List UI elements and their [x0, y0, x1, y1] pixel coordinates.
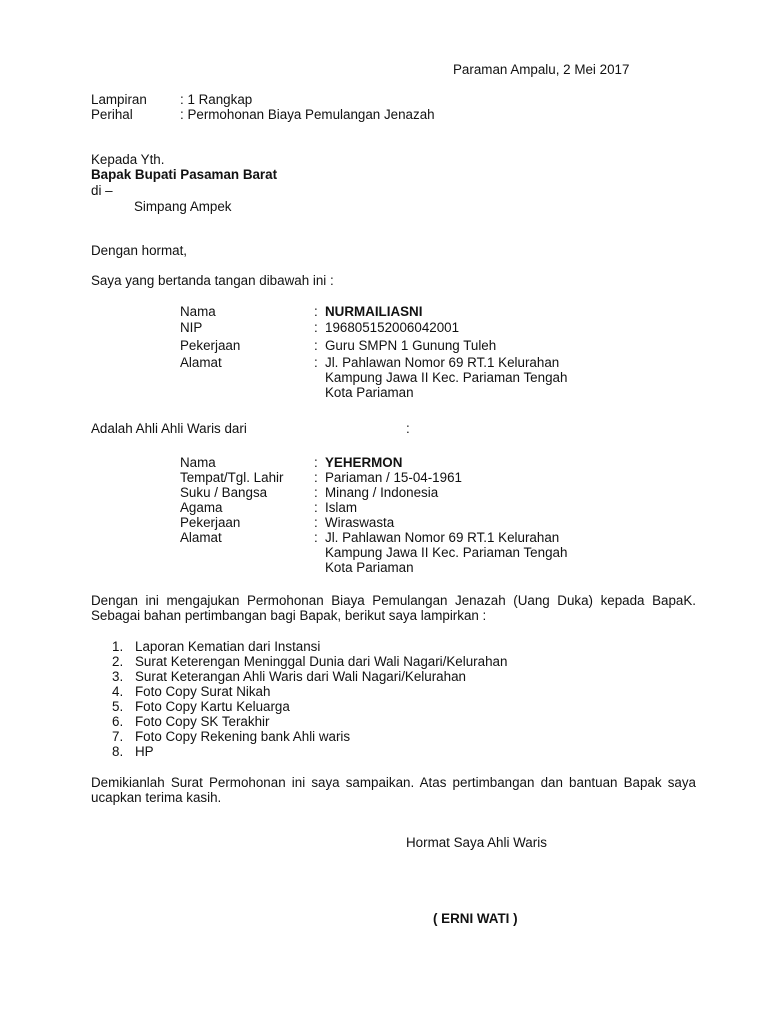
perihal-value: : Permohonan Biaya Pemulangan Jenazah: [180, 107, 435, 122]
deceased-address-line: Kampung Jawa II Kec. Pariaman Tengah: [325, 545, 568, 560]
field-colon: :: [314, 304, 318, 319]
field-colon: :: [314, 320, 318, 335]
field-colon: :: [314, 530, 318, 545]
field-label: Nama: [180, 455, 216, 470]
field-label: Nama: [180, 304, 216, 319]
list-item: Foto Copy Surat Nikah: [135, 684, 271, 699]
list-item-number: 1.: [112, 639, 124, 654]
request-paragraph: Dengan ini mengajukan Permohonan Biaya Pemulangan Jenazah (Uang Duka) kepada BapaK. Sebagai bahan pertimbangan bagi Bapak, berikut saya lampirkan :: [91, 593, 696, 623]
list-item: HP: [135, 744, 154, 759]
recipient-greeting: Kepada Yth.: [91, 152, 165, 167]
recipient-di: di –: [91, 183, 113, 198]
deceased-religion: Islam: [325, 500, 357, 515]
field-label: Pekerjaan: [180, 515, 241, 530]
recipient-name: Bapak Bupati Pasaman Barat: [91, 167, 278, 182]
field-colon: :: [314, 355, 318, 370]
deceased-name: YEHERMON: [325, 455, 403, 470]
list-item: Foto Copy Rekening bank Ahli waris: [135, 729, 351, 744]
field-label: Agama: [180, 500, 223, 515]
deceased-job: Wiraswasta: [325, 515, 395, 530]
lampiran-label: Lampiran: [91, 92, 147, 107]
field-colon: :: [314, 338, 318, 353]
applicant-address: Jl. Pahlawan Nomor 69 RT.1 Kelurahan: [325, 355, 560, 370]
list-item-number: 8.: [112, 744, 124, 759]
perihal-label: Perihal: [91, 107, 133, 122]
field-colon: :: [314, 470, 318, 485]
heir-of-colon: :: [406, 421, 410, 436]
field-label: Alamat: [180, 355, 222, 370]
list-item-number: 6.: [112, 714, 124, 729]
applicant-job: Guru SMPN 1 Gunung Tuleh: [325, 338, 497, 353]
letter-date: Paraman Ampalu, 2 Mei 2017: [453, 62, 630, 77]
list-item-number: 4.: [112, 684, 124, 699]
salutation: Dengan hormat,: [91, 243, 188, 258]
deceased-address: Jl. Pahlawan Nomor 69 RT.1 Kelurahan: [325, 530, 560, 545]
field-label: NIP: [180, 320, 203, 335]
signature-closing: Hormat Saya Ahli Waris: [406, 835, 547, 850]
field-label: Tempat/Tgl. Lahir: [180, 470, 284, 485]
field-colon: :: [314, 455, 318, 470]
applicant-address-line: Kampung Jawa II Kec. Pariaman Tengah: [325, 370, 568, 385]
field-label: Alamat: [180, 530, 222, 545]
field-label: Pekerjaan: [180, 338, 241, 353]
list-item: Foto Copy Kartu Keluarga: [135, 699, 290, 714]
field-colon: :: [314, 485, 318, 500]
list-item: Surat Keterangan Ahli Waris dari Wali Nagari/Kelurahan: [135, 669, 466, 684]
list-item: Laporan Kematian dari Instansi: [135, 639, 321, 654]
list-item: Foto Copy SK Terakhir: [135, 714, 270, 729]
deceased-address-line: Kota Pariaman: [325, 560, 414, 575]
list-item-number: 2.: [112, 654, 124, 669]
field-colon: :: [314, 500, 318, 515]
closing-paragraph: Demikianlah Surat Permohonan ini saya sampaikan. Atas pertimbangan dan bantuan Bapak saya ucapkan terima kasih.: [91, 775, 696, 805]
applicant-nip: 196805152006042001: [325, 320, 460, 335]
intro-line: Saya yang bertanda tangan dibawah ini :: [91, 273, 334, 288]
deceased-birth: Pariaman / 15-04-1961: [325, 470, 462, 485]
list-item-number: 7.: [112, 729, 124, 744]
applicant-address-line: Kota Pariaman: [325, 385, 414, 400]
list-item-number: 5.: [112, 699, 124, 714]
recipient-place: Simpang Ampek: [134, 199, 232, 214]
field-label: Suku / Bangsa: [180, 485, 268, 500]
lampiran-value: : 1 Rangkap: [180, 92, 253, 107]
applicant-name: NURMAILIASNI: [325, 304, 423, 319]
deceased-ethnicity: Minang / Indonesia: [325, 485, 439, 500]
list-item: Surat Keterengan Meninggal Dunia dari Wali Nagari/Kelurahan: [135, 654, 508, 669]
signer-name: ( ERNI WATI ): [433, 911, 518, 926]
field-colon: :: [314, 515, 318, 530]
heir-of-text: Adalah Ahli Ahli Waris dari: [91, 421, 247, 436]
list-item-number: 3.: [112, 669, 124, 684]
